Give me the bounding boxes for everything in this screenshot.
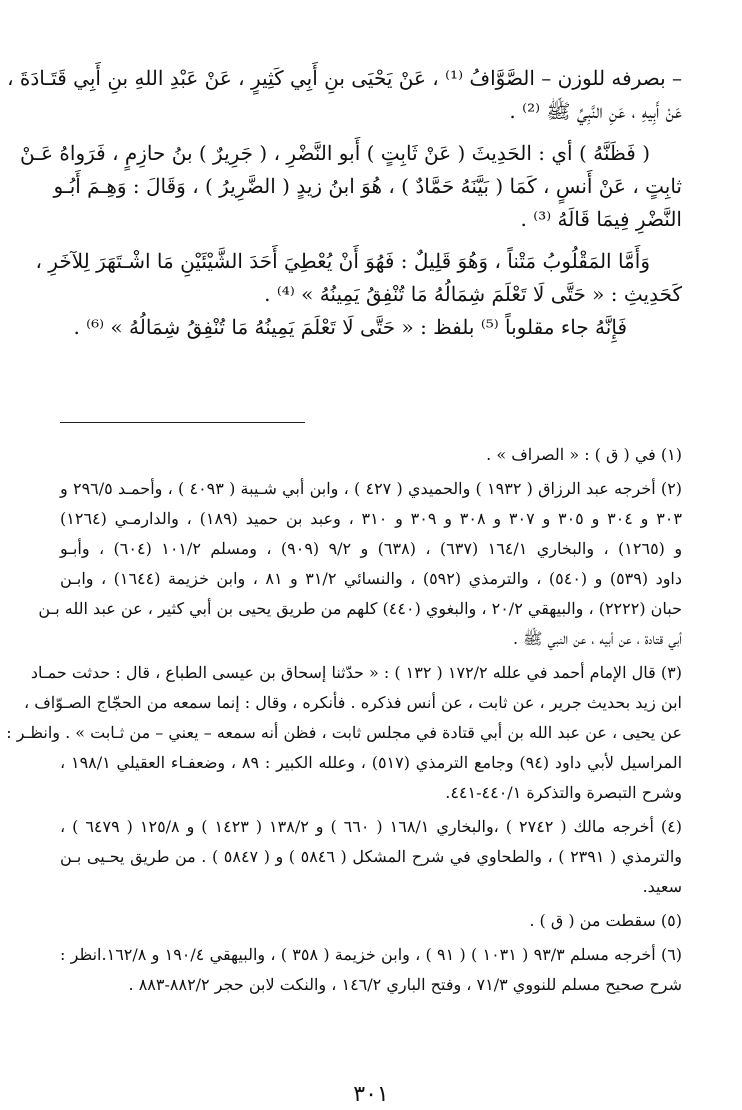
footnote-3 [6, 658, 683, 808]
footnote-5 [60, 906, 682, 936]
text-line: وَأَمَّا المَقْلُوبُ مَتْناً ، وَهُوَ قَلِيلٌ : فَهُوَ أَنْ يُعْطِيَ أَحَدَ الشَّيْئَيْنِ مَا اشْـتَهَرَ لِلآخَرِ ، [35, 249, 650, 273]
footnote-4 [60, 812, 682, 902]
footnote-1 [60, 440, 682, 470]
footnotes [6, 440, 683, 1004]
paragraph-2 [20, 137, 682, 236]
footnote-line: وشرح التبصرة والتذكرة ٤٤٠/١-٤٤١. [445, 783, 682, 802]
footnote-2 [38, 474, 683, 654]
footnote-line: (٦) أخرجه مسلم ٩٣/٣ ( ١٠٣١ ) ( ٩١ ) ، وابن خزيمة ( ٣٥٨ ) ، والبيهقي ١٩٠/٤ و ١٦٢/٨.انظر : [60, 945, 683, 964]
footnote-line: أبي قتادة ، عن أبيه ، عن النبي ﷺ . [512, 629, 682, 648]
footnote-line: (٥) سقطت من ( ق ) . [529, 911, 682, 930]
footnote-line: ٣٠٣ و ٣٠٤ و ٣٠٥ و ٣٠٧ و ٣٠٨ و ٣٠٩ و ٣١٠ ، وعبد بن حميد (١٨٩) ، والدارمـي (١٢٦٤) [60, 509, 682, 528]
footnote-line: و (١٢٦٥) ، والبخاري ١٦٤/١ (٦٣٧) ، (٦٣٨) و ٩/٢ (٩٠٩) ، ومسلم ١٠١/٢ (٦٠٤) ، وأبـو [60, 539, 683, 558]
text-line: فَإِنَّهُ جاء مقلوباً ⁽⁵⁾ بلفظ : « حَتَّى لَا تَعْلَمَ يَمِينُهُ مَا تُنْفِقُ شِمَالُهُ » ⁽⁶⁾ . [73, 315, 627, 339]
main-text [7, 62, 682, 344]
footnote-line: المراسيل لأبي داود (٩٤) وجامع الترمذي (٥١٧) ، وعلله الكبير : ٨٩ ، وضعفـاء العقيلي ١٩٨/١ ، [60, 753, 683, 772]
footnote-line: (٢) أخرجه عبد الرزاق ( ١٩٣٢ ) والحميدي ( ٤٢٧ ) ، وابن أبي شـيبة ( ٤٠٩٣ ) ، وأحمـد ٢٩٦/٥ و [60, 479, 683, 498]
paragraph-1 [7, 62, 682, 128]
text-line: ثابِتٍ ، عَنْ أَنسٍ ، كَمَا ( بَيَّنَهُ حَمَّادٌ ) ، هُوَ ابنُ زيدٍ ( الضَّرِيرُ ) ، وَقَالَ : وَهِـمَ أَبُـو [53, 174, 682, 198]
footnote-line: (٣) قال الإمام أحمد في علله ١٧٢/٢ ( ١٣٢ ) : « حدّثنا إسحاق بن عيسى الطباع ، قال : حدثت حمـاد [30, 663, 682, 682]
footnote-line: عن يحيى ، عن عبد الله بن أبي قتادة في مجلس ثابت ، فظن أنه سمعه – يعني – من ثـابت » . وانظـر : [6, 723, 682, 742]
page-body [6, 62, 683, 1107]
text-line: عَنْ أَبِيهِ ، عَنِ النَّبِيِّ ﷺ ⁽²⁾ . [509, 99, 682, 123]
footnote-line: حبان (٢٢٢٢) ، والبيهقي ٢٠/٢ ، والبغوي (٤٤٠) كلهم من طريق يحيى بن أبي كثير ، عن عبد الله بـن [38, 599, 682, 618]
footnote-line: سعيد. [642, 877, 682, 896]
footnote-6 [60, 940, 682, 1000]
footnote-line: داود (٥٣٩) و (٥٤٠) ، والترمذي (٥٩٢) ، والنسائي ٣١/٢ و ٨١ ، وابن خزيمة (١٦٤٤) ، وابـن [60, 569, 682, 588]
footnote-line: (٤) أخرجه مالك ( ٢٧٤٢ ) ،والبخاري ١٦٨/١ ( ٦٦٠ ) و ١٣٨/٢ ( ١٤٢٣ ) و ١٢٥/٨ ( ٦٤٧٩ ) ، [60, 817, 682, 836]
footnote-line: شرح صحيح مسلم للنووي ٧١/٣ ، وفتح الباري ١٤٦/٢ ، والنكت لابن حجر ٨٨٢/٢-٨٨٣ . [128, 975, 682, 994]
footnote-line: ابن زيد بحديث جرير ، عن ثابت ، عن أنس فذكره . فأنكره ، وقال : إنما سمعه من الحجّاج الصـوّاف ، [23, 693, 682, 712]
text-line: النَّضْرِ فِيمَا قَالَهُ ⁽³⁾ . [520, 207, 682, 231]
footnote-divider [60, 422, 305, 423]
text-line: – بصرفه للوزن – الصَّوَّافُ ⁽¹⁾ ، عَنْ يَحْيَى بنِ أَبِي كَثِيرٍ ، عَنْ عَبْدِ اللهِ بنِ أَبِي قَتَـادَةَ ، [7, 66, 682, 90]
paragraph-3 [35, 245, 682, 311]
footnote-line: (١) في ( ق ) : « الصراف » . [486, 445, 682, 464]
page-number: ٣٠١ [353, 1082, 389, 1107]
footnote-line: والترمذي ( ٢٣٩١ ) ، والطحاوي في شرح المشكل ( ٥٨٤٦ ) و ( ٥٨٤٧ ) . من طريق يحـيى بـن [60, 847, 683, 866]
paragraph-4 [60, 311, 682, 344]
text-line: ( فَظَنَّهُ ) أي : الحَدِيثَ ( عَنْ ثَابِتٍ ) أَبو النَّضْرِ ، ( جَرِيرٌ ) بنُ حازِمٍ ، فَرَواهُ عَـنْ [20, 141, 650, 165]
text-line: كَحَدِيثِ : « حَتَّى لَا تَعْلَمَ شِمَالُهُ مَا تُنْفِقُ يَمِينُهُ » ⁽⁴⁾ . [264, 282, 682, 306]
